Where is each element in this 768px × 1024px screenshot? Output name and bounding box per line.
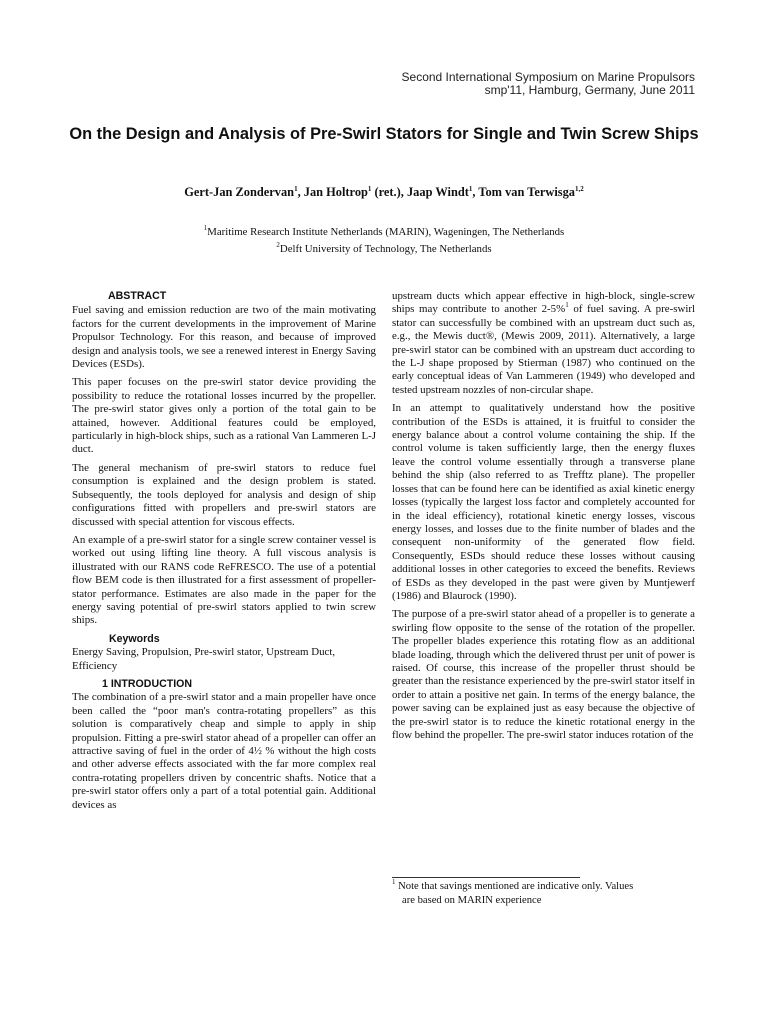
conference-line-2: smp'11, Hamburg, Germany, June 2011 [484, 83, 695, 97]
keywords-text: Energy Saving, Propulsion, Pre-swirl stator, Upstream Duct, Efficiency [72, 646, 336, 672]
introduction-paragraph [392, 290, 695, 397]
affiliation-text: Delft University of Technology, The Netherlands [279, 243, 492, 255]
keywords-heading: Keywords [109, 632, 160, 645]
affiliation-sup: 1 [203, 224, 208, 232]
affiliation-1 [0, 226, 768, 239]
footnote-line-1 [392, 880, 695, 894]
introduction-paragraph: The purpose of a pre-swirl stator ahead of a propeller is to generate a swirling flow opposite to the sense of the rotation of the propeller. The propeller blades experience this rotating flow as an additional blade loading, through which the delivered thrust per unit of power is raised. Of course, this increase of the propeller thrust should be greater than the resistance experienced by the pre-swirl stator itself in order to attain a positive net gain. In terms of the energy balance, the power saving can be explained just as easy because the objective of the pre-swirl stator is to reduce the kinetic rotational energy in the flow behind the propeller. The pre-swirl stator induces rotation of the [392, 608, 695, 741]
abstract-paragraph: Fuel saving and emission reduction are two of the main motivating factors for the current developments in the improvement of Marine Propulsor Technology. For this reason, and because of improved design and analysis tools, we see a renewed interest in Energy Saving Devices (ESDs). [72, 304, 376, 371]
abstract-paragraph: An example of a pre-swirl stator for a single screw container vessel is worked out using lifting line theory. A full viscous analysis is illustrated with our RANS code ReFRESCO. The use of a potential flow BEM code is then illustrated for a first assessment of propeller-stator performance. Estimates are also made in the paper for the energy saving potential of pre-swirl stators applied to twin screw ships. [72, 533, 376, 627]
affiliation-2 [0, 243, 768, 256]
author-affil-sup: 1,2 [574, 185, 584, 193]
author-line: Gert-Jan Zondervan$^1$, Jan Holtrop$^1$ (ret.), Jaap Windt$^1$, Tom van Terwisga$^{1,2}$ [184, 185, 584, 199]
footnote-marker: 1 [392, 878, 396, 886]
text-run: of fuel saving. A pre-swirl stator can successfully be combined with an upstream duct such as, e.g., the Mewis duct®, (Mewis 2009, 2011). Alternatively, a large pre-swirl stator can be combined with an upstream duct according to the L-J shape proposed by Stierman (1987) who continued on the early conceptual ideas of Van Lammeren (1949) who developed and tested upstream nozzles of non-circular shape. [392, 303, 695, 396]
paper-title: On the Design and Analysis of Pre-Swirl Stators for Single and Twin Screw Ships [69, 125, 699, 143]
introduction-heading: 1 INTRODUCTION [102, 677, 193, 690]
footnote-line-2: are based on MARIN experience [402, 895, 542, 906]
author-affil-sup: 1 [468, 185, 473, 193]
left-column [72, 290, 376, 817]
abstract-heading: ABSTRACT [108, 290, 167, 302]
author-suffix: (ret.) [371, 185, 401, 199]
author-name: Tom van Terwisga [478, 185, 575, 199]
author-affil-sup: 1 [367, 185, 372, 193]
footnote-text: Note that savings mentioned are indicative only. Values [398, 881, 634, 892]
abstract-paragraph: This paper focuses on the pre-swirl stator device providing the possibility to reduce the rotational losses incurred by the propeller. The pre-swirl stator gives only a portion of the total gain to be attained, however. Additional features could be employed, particularly in high-block ships, such as a rational Van Lammeren L-J duct. [72, 376, 376, 456]
footnote-rule [392, 877, 580, 878]
introduction-paragraph: In an attempt to qualitatively understand how the positive contribution of the ESDs is attained, it is fruitful to consider the energy balance about a control volume containing the ship. If the control volume is taken sufficiently large, then the energy fluxes leave the control volume essentially through a transverse plane behind the ship (also referred to as Trefftz plane). The propeller losses that can be found here can be identified as axial kinetic energy losses (typically the largest loss factor and completely accounted for in the ideal efficiency), rotational kinetic energy losses, viscous energy losses, and losses due to the finite number of blades and the consequent non-uniformity of the generated flow field. Consequently, ESDs should reduce these losses without causing additional losses in other categories to exceed the benefits. Reviews of ESDs as they developed in the past were given by Muntjewerf (1986) and Blaurock (1990). [392, 402, 695, 602]
author-name: Gert-Jan Zondervan [184, 185, 295, 199]
text-run: upstream ducts which appear effective in high-block, single-screw ships may contribute to another 2-5% [392, 290, 695, 316]
abstract-paragraph: The general mechanism of pre-swirl stators to reduce fuel consumption is explained and the design problem is stated. Subsequently, the tools deployed for analysis and design of ship configurations fitted with propellers and pre-swirl stators are discussed with special attention for viscous effects. [72, 461, 376, 528]
footnote [392, 880, 695, 908]
author-name: Jan Holtrop [303, 185, 368, 199]
author-affil-sup: 1 [294, 185, 298, 193]
right-column [392, 290, 695, 747]
author-name: Jaap Windt [406, 185, 469, 199]
introduction-paragraph: The combination of a pre-swirl stator and a main propeller have once been called the “poor man's contra-rotating propellers” as this solution is comparatively cheap and simple to apply in ship propulsion. Fitting a pre-swirl stator ahead of a propeller can offer an attractive saving of fuel in the order of 4½ % without the high costs and other adverse effects associated with the far more complex real contra-rotating propellers driven by concentric shafts. Notice that a pre-swirl stator offers only a part of a total potential gain. Additional devices as [72, 691, 376, 811]
affiliation-sup: 2 [276, 241, 280, 249]
conference-line-1: Second International Symposium on Marine Propulsors [401, 70, 695, 84]
footnote-ref: 1 [565, 301, 569, 310]
affiliation-text: Maritime Research Institute Netherlands (MARIN), Wageningen, The Netherlands [207, 226, 565, 238]
